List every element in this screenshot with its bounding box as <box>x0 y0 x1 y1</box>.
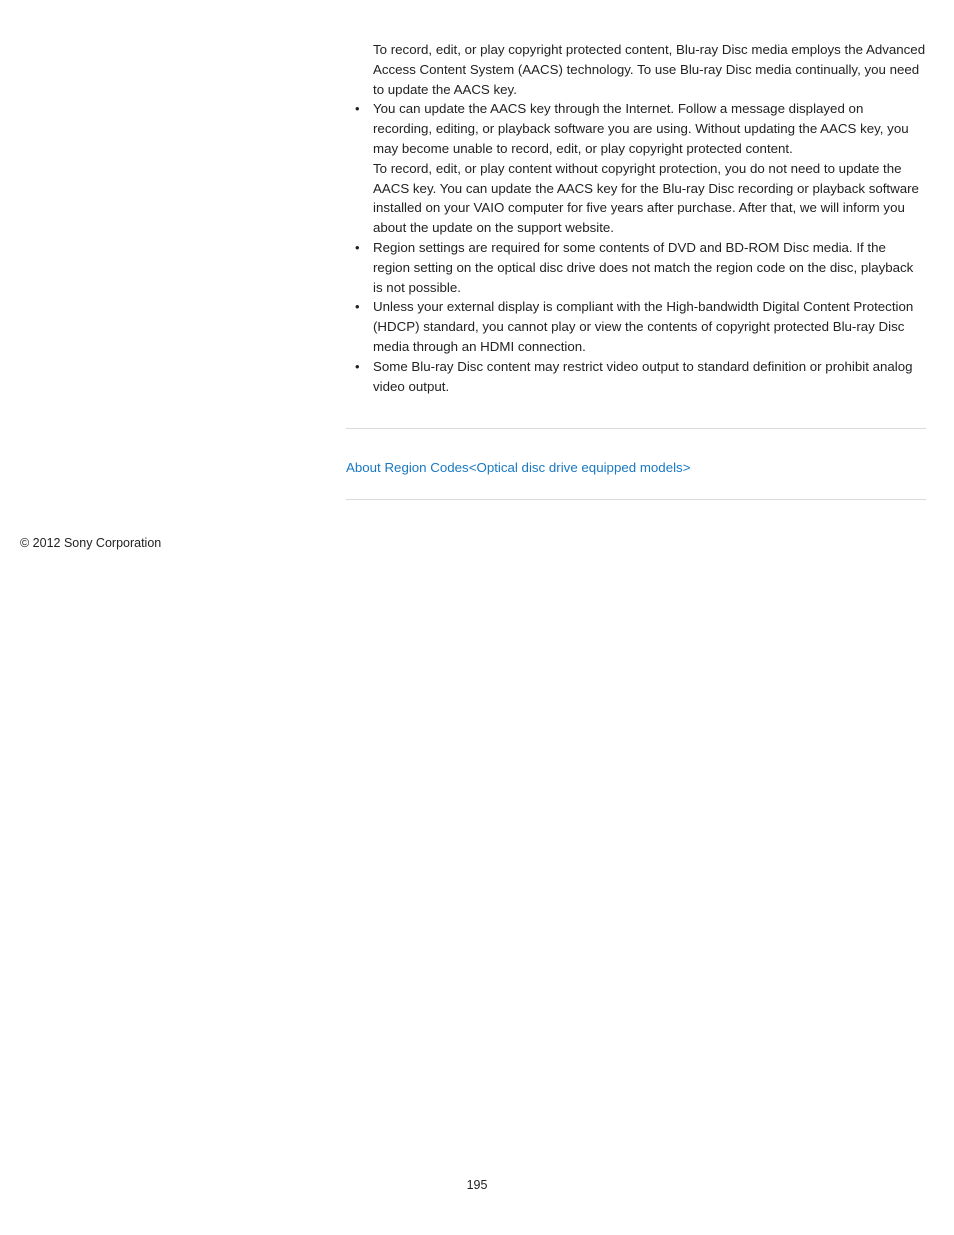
list-item-text: Region settings are required for some contents of DVD and BD-ROM Disc media. If the region setting on the optical disc drive does not match the region code on the disc, playback is not possible. <box>373 239 914 295</box>
list-item-text: Unless your external display is compliant with the High-bandwidth Digital Content Protection (HDCP) standard, you cannot play or view the contents of copyright protected Blu-ray Disc media through an HDMI connection. <box>373 299 914 354</box>
list-item-text: You can update the AACS key through the Internet. Follow a message displayed on recording, editing, or playback software you are using. Without updating the AACS key, you may become unable to record, edit, or play copyright protected content. <box>373 101 909 156</box>
main-content <box>346 40 926 396</box>
bullet-icon: • <box>355 239 360 255</box>
bullet-icon: • <box>355 358 360 374</box>
list-item <box>346 357 926 397</box>
page-number: 195 <box>466 1178 488 1192</box>
bullet-icon: • <box>355 299 360 315</box>
divider-bottom <box>346 499 926 500</box>
list-item <box>346 99 926 238</box>
list-item <box>346 238 926 297</box>
list-item-text: To record, edit, or play content without copyright protection, you do not need to update the AACS key. You can update the AACS key for the Blu-ray Disc recording or playback software installed on your VAIO computer for five years after purchase. After that, we will inform you about the update on the support website. <box>373 160 919 236</box>
list-item <box>346 297 926 356</box>
notes-list <box>346 99 926 396</box>
list-item-text: Some Blu-ray Disc content may restrict video output to standard definition or prohibit analog video output. <box>373 358 913 394</box>
divider-top <box>346 428 926 429</box>
lead-paragraph: To record, edit, or play copyright protected content, Blu-ray Disc media employs the Advanced Access Content System (AACS) technology. To use Blu-ray Disc media continually, you need to update the AACS key. <box>373 42 926 97</box>
related-topic-link[interactable]: About Region Codes<Optical disc drive equipped models> <box>346 460 691 475</box>
bullet-icon: • <box>355 101 360 117</box>
copyright-notice: © 2012 Sony Corporation <box>20 536 162 550</box>
